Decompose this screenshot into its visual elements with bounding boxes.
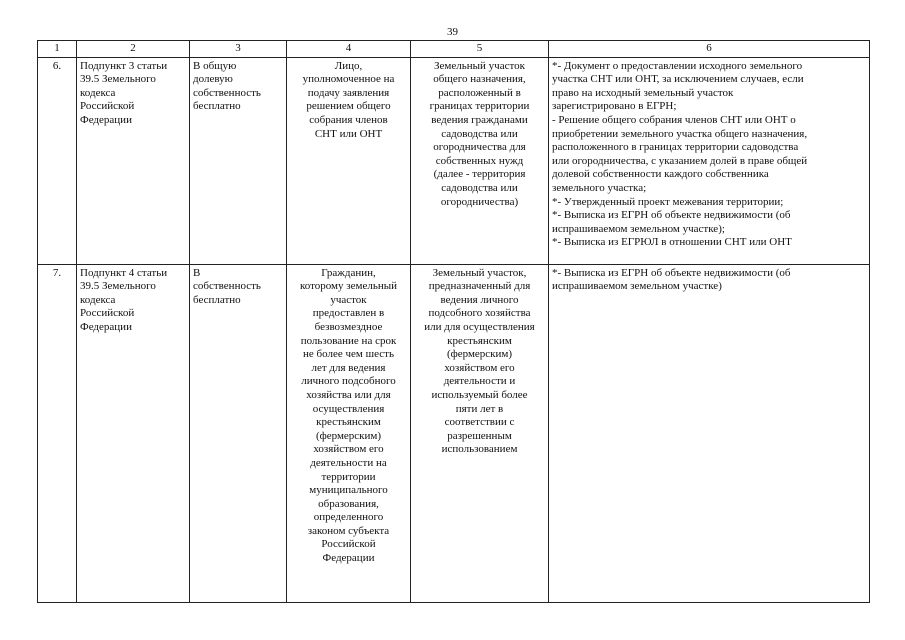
text-line: лет для ведения — [311, 361, 386, 374]
text-line: предназначенный для — [428, 280, 531, 293]
text-line: предоставлен в — [312, 307, 385, 320]
legal-basis-cell — [77, 57, 190, 264]
text-line: *- Выписка из ЕГРЮЛ в отношении СНТ или ОНТ — [552, 236, 792, 249]
text-line: которому земельный — [299, 280, 398, 293]
legal-basis-cell — [77, 264, 190, 602]
text-line: испрашиваемом земельном участке); — [552, 222, 725, 235]
text-line: пяти лет в — [455, 402, 504, 415]
text-line: зарегистрировано в ЕГРН; — [552, 100, 677, 113]
text-line: решением общего — [306, 100, 391, 113]
header-cell-3: 3 — [190, 41, 287, 58]
text-line: бесплатно — [193, 293, 241, 306]
applicant-cell — [287, 57, 411, 264]
text-line: земельного участка; — [552, 181, 647, 194]
header-cell-6: 6 — [549, 41, 870, 58]
text-line: личного подсобного — [301, 375, 396, 388]
header-cell-4: 4 — [287, 41, 411, 58]
text-line: хозяйством его — [313, 443, 384, 456]
document-table — [37, 40, 870, 603]
row-number-cell — [38, 264, 77, 602]
header-cell-2: 2 — [77, 41, 190, 58]
text-line: право на исходный земельный участок — [552, 86, 734, 99]
text-line: собрания членов — [309, 113, 388, 126]
text-line: собственность — [193, 86, 261, 99]
text-line: Подпункт 4 статьи — [80, 266, 168, 279]
text-line: 39.5 Земельного — [80, 73, 156, 86]
text-line: В общую — [193, 59, 237, 72]
text-line: образования, — [318, 497, 379, 510]
text-line: подачу заявления — [307, 86, 390, 99]
table-row — [38, 264, 870, 602]
applicant-cell — [287, 264, 411, 602]
text-line: разрешенным — [447, 429, 512, 442]
text-line: В — [193, 266, 201, 279]
text-line: (фермерским) — [315, 429, 382, 442]
table-body — [38, 57, 870, 602]
text-line: Гражданин, — [321, 266, 376, 279]
text-line: Лицо, — [334, 59, 363, 72]
text-line: участок — [330, 293, 367, 306]
text-line: *- Документ о предоставлении исходного земельного — [552, 59, 803, 72]
text-line: не более чем шесть — [303, 348, 394, 361]
documents-cell — [549, 57, 870, 264]
land-plot-cell — [411, 57, 549, 264]
text-line: расположенного в границах территории садоводства — [552, 141, 799, 154]
text-line: испрашиваемом земельном участке) — [552, 280, 722, 293]
text-line: *- Выписка из ЕГРН об объекте недвижимости (об — [552, 266, 791, 279]
text-line: деятельности и — [443, 375, 516, 388]
text-line: собственных нужд — [435, 154, 524, 167]
text-line: *- Выписка из ЕГРН об объекте недвижимости (об — [552, 209, 791, 222]
text-line: деятельности на — [310, 456, 387, 469]
ownership-type-cell — [190, 57, 287, 264]
text-line: общего назначения, — [433, 73, 526, 86]
text-line: территории — [321, 470, 376, 483]
text-line: кодекса — [80, 293, 116, 306]
text-line: определенного — [313, 511, 384, 524]
text-line: (фермерским) — [446, 348, 513, 361]
text-line: долевую — [193, 73, 233, 86]
text-line: расположенный в — [438, 86, 521, 99]
header-cell-1: 1 — [38, 41, 77, 58]
text-line: садоводства или — [441, 181, 518, 194]
text-line: уполномоченное на — [302, 73, 395, 86]
text-line: Российской — [80, 307, 135, 320]
text-line: садоводства или — [441, 127, 518, 140]
text-line: крестьянским — [316, 416, 381, 429]
text-line: границах территории — [429, 100, 530, 113]
text-line: или для осуществления — [424, 320, 535, 333]
text-line: крестьянским — [447, 334, 512, 347]
text-line: ведения гражданами — [431, 113, 528, 126]
text-line: долевой собственности каждого собственника — [552, 168, 769, 181]
header-row — [38, 41, 870, 58]
text-line: Земельный участок, — [432, 266, 527, 279]
text-line: используемый более — [431, 388, 528, 401]
ownership-type-cell — [190, 264, 287, 602]
text-line: участка СНТ или ОНТ, за исключением случаев, если — [552, 73, 804, 86]
text-line: Федерации — [80, 320, 132, 333]
text-line: кодекса — [80, 86, 116, 99]
text-line: подсобного хозяйства — [428, 307, 531, 320]
text-line: Федерации — [322, 552, 375, 565]
text-line: осуществления — [312, 402, 385, 415]
table-row — [38, 57, 870, 264]
text-line: Федерации — [80, 113, 132, 126]
text-line: СНТ или ОНТ — [314, 127, 383, 140]
text-line: огородничества) — [440, 195, 519, 208]
header-cell-5: 5 — [411, 41, 549, 58]
text-line: хозяйства или для — [306, 388, 391, 401]
row-number: 6. — [52, 59, 62, 72]
documents-cell — [549, 264, 870, 602]
row-number: 7. — [52, 266, 62, 279]
text-line: (далее - территория — [433, 168, 526, 181]
text-line: - Решение общего собрания членов СНТ или ОНТ о — [552, 113, 796, 126]
text-line: Российской — [80, 100, 135, 113]
text-line: использованием — [441, 443, 518, 456]
text-line: бесплатно — [193, 100, 241, 113]
land-plot-cell — [411, 264, 549, 602]
text-line: ведения личного — [440, 293, 519, 306]
text-line: Земельный участок — [434, 59, 525, 72]
text-line: муниципального — [309, 484, 388, 497]
text-line: хозяйством его — [444, 361, 515, 374]
text-line: собственность — [193, 280, 261, 293]
text-line: безвозмездное — [314, 320, 383, 333]
text-line: приобретении земельного участка общего назначения, — [552, 127, 808, 140]
text-line: пользование на срок — [300, 334, 397, 347]
row-number-cell — [38, 57, 77, 264]
text-line: *- Утвержденный проект межевания территории; — [552, 195, 784, 208]
text-line: Подпункт 3 статьи — [80, 59, 168, 72]
text-line: или огородничества, с указанием долей в праве общей — [552, 154, 808, 167]
text-line: 39.5 Земельного — [80, 280, 156, 293]
text-line: огородничества для — [433, 141, 526, 154]
page-number: 39 — [447, 26, 458, 38]
text-line: законом субъекта — [307, 524, 390, 537]
text-line: соответствии с — [444, 416, 515, 429]
text-line: Российской — [321, 538, 376, 551]
